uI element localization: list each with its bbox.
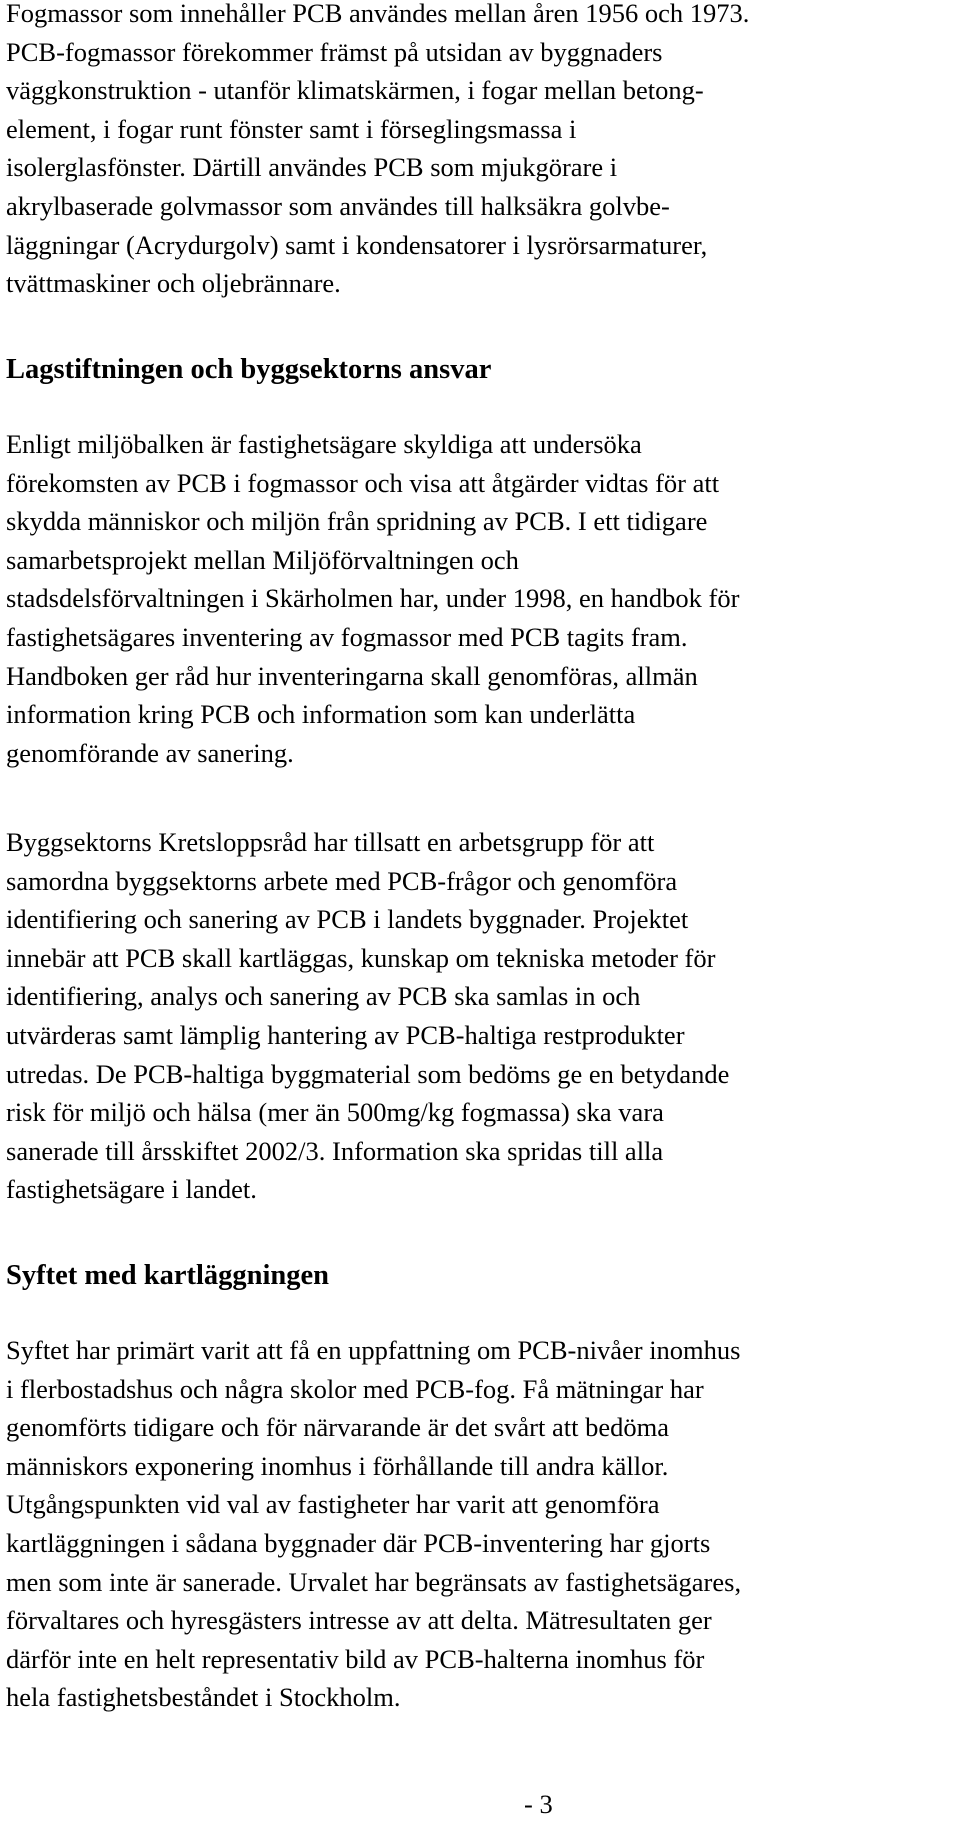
text-line: väggkonstruktion - utanför klimatskärmen, i fogar mellan betong- [6,75,704,106]
text-line: samarbetsprojekt mellan Miljöförvaltningen och [6,544,519,575]
text-line: identifiering, analys och sanering av PCB ska samlas in och [6,981,641,1012]
purpose-paragraph [6,1331,741,1717]
text-line: i flerbostadshus och några skolor med PCB-fog. Få mätningar har [6,1373,704,1404]
text-line: kartläggningen i sådana byggnader där PCB-inventering har gjorts [6,1527,711,1558]
legislation-paragraph [6,425,739,772]
text-line: förvaltares och hyresgästers intresse av att delta. Mätresultaten ger [6,1605,712,1636]
text-line: därför inte en helt representativ bild av PCB-halterna inomhus för [6,1643,705,1674]
text-line: element, i fogar runt fönster samt i förseglingsmassa i [6,113,577,144]
text-line: risk för miljö och hälsa (mer än 500mg/kg fogmassa) ska vara [6,1097,664,1128]
text-line: genomförande av sanering. [6,737,294,768]
text-line: PCB-fogmassor förekommer främst på utsidan av byggnaders [6,36,663,67]
text-line: samordna byggsektorns arbete med PCB-frågor och genomföra [6,865,678,896]
text-line: utvärderas samt lämplig hantering av PCB-haltiga restprodukter [6,1019,685,1050]
text-line: fastighetsägares inventering av fogmassor med PCB tagits fram. [6,621,688,652]
text-line: Enligt miljöbalken är fastighetsägare skyldiga att undersöka [6,429,642,459]
text-line: utredas. De PCB-haltiga byggmaterial som bedöms ge en betydande [6,1058,730,1089]
kretsloppsrad-paragraph [6,823,729,1209]
page-number: - 3 [524,1789,553,1819]
text-line: men som inte är sanerade. Urvalet har begränsats av fastighetsägares, [6,1566,742,1597]
section-heading-purpose: Syftet med kartläggningen [6,1260,329,1291]
text-line: akrylbaserade golvmassor som användes till halksäkra golvbe- [6,190,670,221]
text-line: stadsdelsförvaltningen i Skärholmen har, under 1998, en handbok för [6,583,740,614]
text-line: Utgångspunkten vid val av fastigheter har varit att genomföra [6,1489,660,1520]
text-line: Handboken ger råd hur inventeringarna skall genomföras, allmän [6,660,698,691]
text-line: information kring PCB och information som kan underlätta [6,699,636,730]
text-line: innebär att PCB skall kartläggas, kunskap om tekniska metoder för [6,942,716,973]
text-line: fastighetsägare i landet. [6,1174,257,1205]
text-line: läggningar (Acrydurgolv) samt i kondensatorer i lysrörsarmaturer, [6,229,708,260]
text-line: Syftet har primärt varit att få en uppfattning om PCB-nivåer inomhus [6,1335,741,1365]
section-heading-legislation: Lagstiftningen och byggsektorns ansvar [6,354,492,385]
text-line: förekomsten av PCB i fogmassor och visa att åtgärder vidtas för att [6,467,720,498]
text-line: hela fastighetsbeståndet i Stockholm. [6,1682,401,1713]
intro-paragraph [6,0,749,303]
text-line: människors exponering inomhus i förhållande till andra källor. [6,1450,669,1481]
text-line: tvättmaskiner och oljebrännare. [6,268,341,299]
text-line: identifiering och sanering av PCB i landets byggnader. Projektet [6,904,689,935]
text-line: Fogmassor som innehåller PCB användes mellan åren 1956 och 1973. [6,0,750,28]
text-line: isolerglasfönster. Därtill användes PCB som mjukgörare i [6,152,618,183]
text-line: genomförts tidigare och för närvarande är det svårt att bedöma [6,1412,669,1443]
text-line: Byggsektorns Kretsloppsråd har tillsatt en arbetsgrupp för att [6,827,655,857]
text-line: skydda människor och miljön från spridning av PCB. I ett tidigare [6,506,708,537]
text-line: sanerade till årsskiftet 2002/3. Information ska spridas till alla [6,1135,664,1166]
